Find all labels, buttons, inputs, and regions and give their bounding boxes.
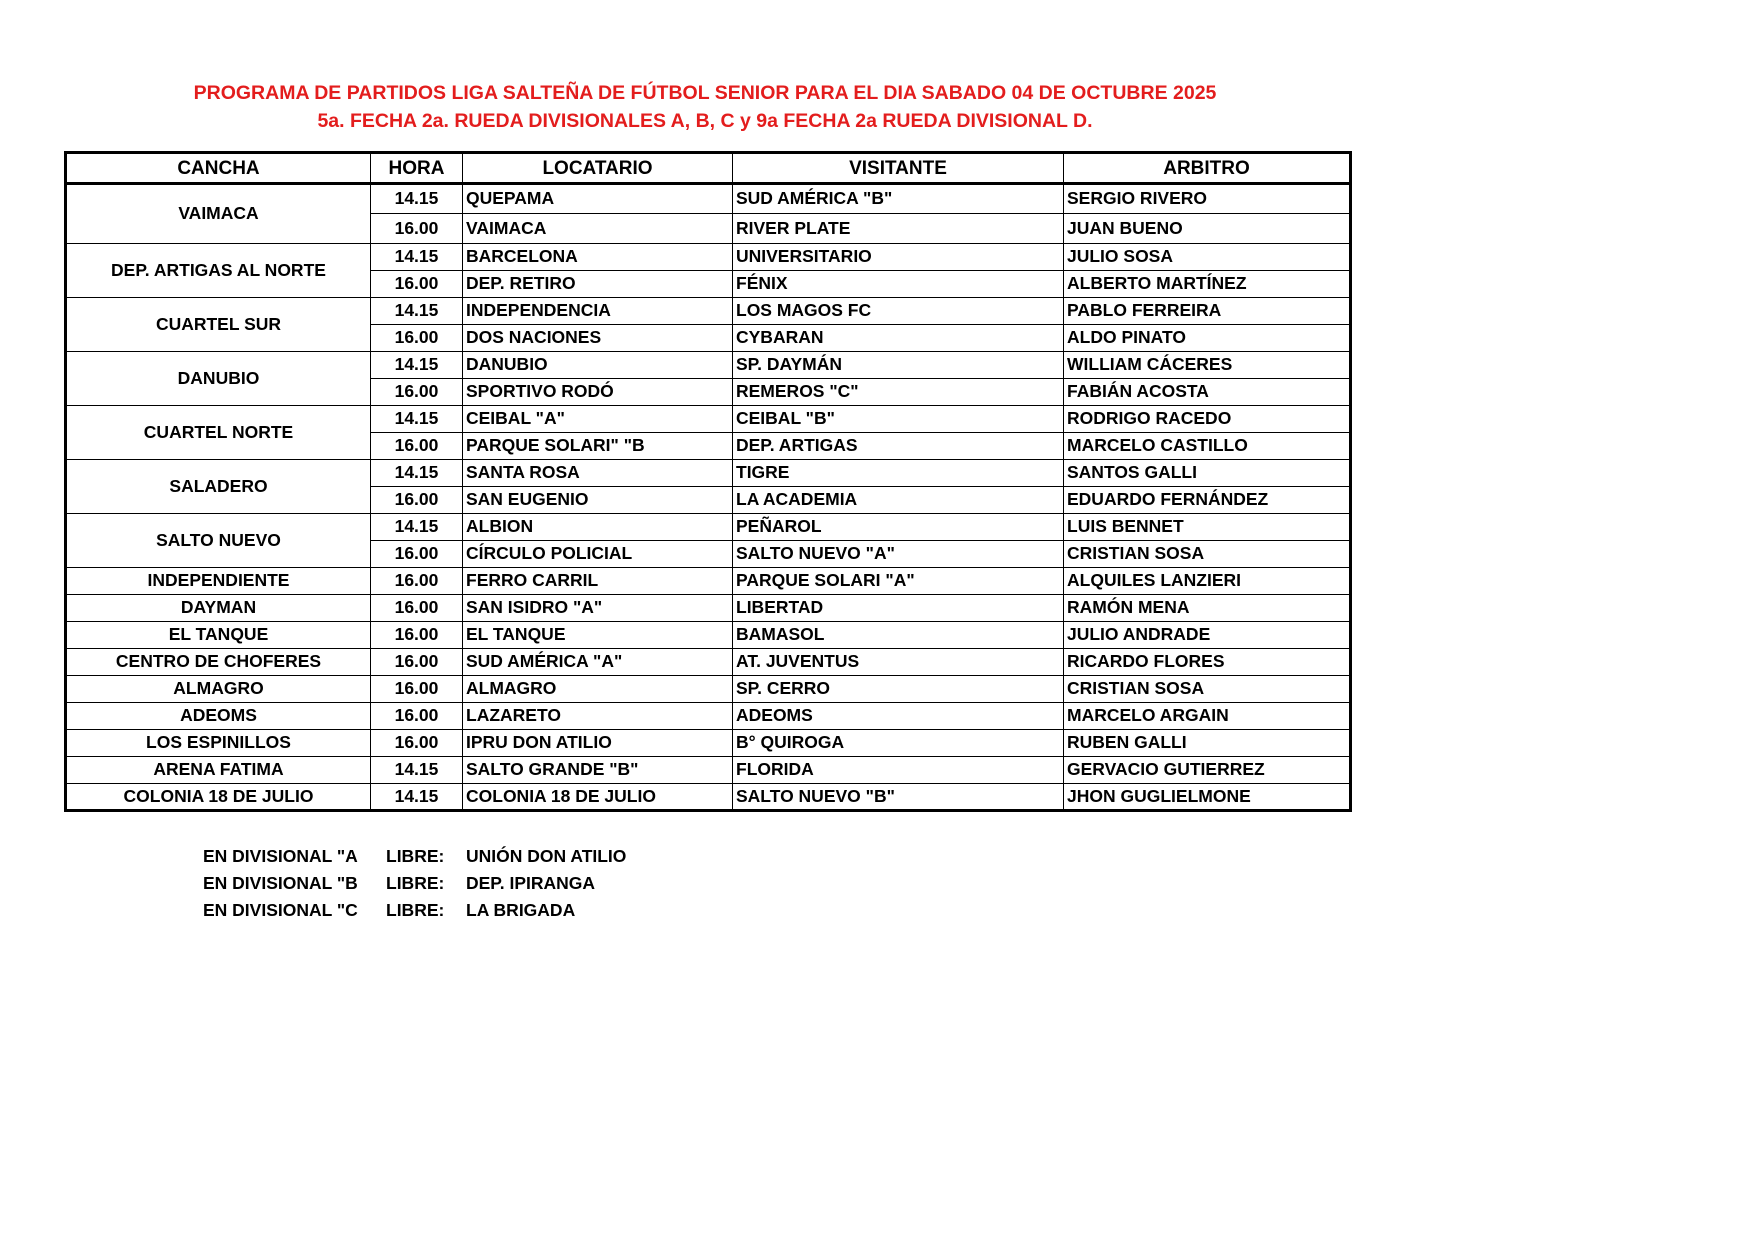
cell-hora: 14.15 <box>371 784 463 811</box>
cell-locatario: BARCELONA <box>463 244 733 271</box>
cell-arbitro: RAMÓN MENA <box>1064 595 1351 622</box>
cell-locatario: LAZARETO <box>463 703 733 730</box>
cell-cancha: ALMAGRO <box>66 676 371 703</box>
table-row <box>66 730 1351 757</box>
cell-arbitro: MARCELO ARGAIN <box>1064 703 1351 730</box>
cell-visitante: LA ACADEMIA <box>733 487 1064 514</box>
table-header-row <box>66 153 1351 184</box>
cell-hora: 16.00 <box>371 703 463 730</box>
cell-locatario: ALBION <box>463 514 733 541</box>
cell-arbitro: RICARDO FLORES <box>1064 649 1351 676</box>
cell-locatario: CEIBAL "A" <box>463 406 733 433</box>
cell-arbitro: RUBEN GALLI <box>1064 730 1351 757</box>
cell-visitante: DEP. ARTIGAS <box>733 433 1064 460</box>
cell-cancha: CUARTEL NORTE <box>66 406 371 460</box>
libre-team: DEP. IPIRANGA <box>466 873 596 893</box>
cell-locatario: SAN EUGENIO <box>463 487 733 514</box>
cell-locatario: SUD AMÉRICA "A" <box>463 649 733 676</box>
cell-hora: 16.00 <box>371 676 463 703</box>
cell-arbitro: WILLIAM CÁCERES <box>1064 352 1351 379</box>
cell-visitante: ADEOMS <box>733 703 1064 730</box>
libre-divisional: EN DIVISIONAL "A <box>203 846 358 866</box>
libre-label: LIBRE: <box>386 900 445 920</box>
table-row <box>66 514 1351 541</box>
table-row <box>66 622 1351 649</box>
cell-cancha: DEP. ARTIGAS AL NORTE <box>66 244 371 298</box>
cell-cancha: ADEOMS <box>66 703 371 730</box>
cell-locatario: SAN ISIDRO "A" <box>463 595 733 622</box>
cell-cancha: DANUBIO <box>66 352 371 406</box>
libre-team: LA BRIGADA <box>466 900 576 920</box>
cell-arbitro: SANTOS GALLI <box>1064 460 1351 487</box>
cell-cancha: LOS ESPINILLOS <box>66 730 371 757</box>
cell-arbitro: MARCELO CASTILLO <box>1064 433 1351 460</box>
cell-hora: 16.00 <box>371 541 463 568</box>
cell-hora: 14.15 <box>371 298 463 325</box>
cell-locatario: ALMAGRO <box>463 676 733 703</box>
table-row <box>66 406 1351 433</box>
cell-hora: 14.15 <box>371 352 463 379</box>
cell-arbitro: ALDO PINATO <box>1064 325 1351 352</box>
cell-cancha: SALTO NUEVO <box>66 514 371 568</box>
cell-visitante: CYBARAN <box>733 325 1064 352</box>
table-row <box>66 595 1351 622</box>
cell-cancha: DAYMAN <box>66 595 371 622</box>
cell-visitante: LIBERTAD <box>733 595 1064 622</box>
title-line-1: PROGRAMA DE PARTIDOS LIGA SALTEÑA DE FÚTBOL SENIOR PARA EL DIA SABADO 04 DE OCTUBRE 2025 <box>193 82 1217 104</box>
table-row <box>66 784 1351 811</box>
cell-locatario: DEP. RETIRO <box>463 271 733 298</box>
cell-hora: 14.15 <box>371 244 463 271</box>
cell-cancha: CUARTEL SUR <box>66 298 371 352</box>
cell-visitante: PARQUE SOLARI "A" <box>733 568 1064 595</box>
cell-arbitro: GERVACIO GUTIERREZ <box>1064 757 1351 784</box>
cell-locatario: VAIMACA <box>463 214 733 244</box>
table-row <box>66 703 1351 730</box>
cell-cancha: VAIMACA <box>66 184 371 244</box>
title-line-2: 5a. FECHA 2a. RUEDA DIVISIONALES A, B, C y 9a FECHA 2a RUEDA DIVISIONAL D. <box>317 110 1093 132</box>
cell-visitante: SUD AMÉRICA "B" <box>733 184 1064 214</box>
cell-visitante: SALTO NUEVO "B" <box>733 784 1064 811</box>
cell-cancha: SALADERO <box>66 460 371 514</box>
cell-locatario: DOS NACIONES <box>463 325 733 352</box>
cell-cancha: ARENA FATIMA <box>66 757 371 784</box>
cell-locatario: CÍRCULO POLICIAL <box>463 541 733 568</box>
column-header-visitante: VISITANTE <box>733 153 1064 184</box>
cell-arbitro: JHON GUGLIELMONE <box>1064 784 1351 811</box>
cell-locatario: SALTO GRANDE "B" <box>463 757 733 784</box>
table-row <box>66 352 1351 379</box>
cell-visitante: REMEROS "C" <box>733 379 1064 406</box>
cell-locatario: PARQUE SOLARI" "B <box>463 433 733 460</box>
cell-visitante: UNIVERSITARIO <box>733 244 1064 271</box>
column-header-cancha: CANCHA <box>66 153 371 184</box>
table-row <box>66 184 1351 214</box>
cell-hora: 14.15 <box>371 406 463 433</box>
table-row <box>66 244 1351 271</box>
cell-hora: 16.00 <box>371 433 463 460</box>
cell-hora: 16.00 <box>371 271 463 298</box>
cell-arbitro: EDUARDO FERNÁNDEZ <box>1064 487 1351 514</box>
cell-hora: 16.00 <box>371 214 463 244</box>
cell-locatario: SPORTIVO RODÓ <box>463 379 733 406</box>
libre-team: UNIÓN DON ATILIO <box>466 846 627 866</box>
cell-locatario: IPRU DON ATILIO <box>463 730 733 757</box>
cell-hora: 16.00 <box>371 568 463 595</box>
libre-label: LIBRE: <box>386 873 445 893</box>
table-row <box>66 298 1351 325</box>
table-row <box>66 676 1351 703</box>
cell-cancha: INDEPENDIENTE <box>66 568 371 595</box>
cell-visitante: LOS MAGOS FC <box>733 298 1064 325</box>
cell-arbitro: JUAN BUENO <box>1064 214 1351 244</box>
cell-locatario: SANTA ROSA <box>463 460 733 487</box>
cell-locatario: QUEPAMA <box>463 184 733 214</box>
cell-locatario: INDEPENDENCIA <box>463 298 733 325</box>
cell-visitante: TIGRE <box>733 460 1064 487</box>
libre-label: LIBRE: <box>386 846 445 866</box>
table-row <box>66 649 1351 676</box>
cell-visitante: FLORIDA <box>733 757 1064 784</box>
cell-hora: 16.00 <box>371 595 463 622</box>
cell-visitante: CEIBAL "B" <box>733 406 1064 433</box>
cell-hora: 14.15 <box>371 757 463 784</box>
cell-arbitro: FABIÁN ACOSTA <box>1064 379 1351 406</box>
libre-divisional: EN DIVISIONAL "B <box>203 873 358 893</box>
cell-arbitro: RODRIGO RACEDO <box>1064 406 1351 433</box>
cell-arbitro: ALQUILES LANZIERI <box>1064 568 1351 595</box>
column-header-hora: HORA <box>371 153 463 184</box>
cell-visitante: BAMASOL <box>733 622 1064 649</box>
cell-visitante: B° QUIROGA <box>733 730 1064 757</box>
cell-visitante: PEÑAROL <box>733 514 1064 541</box>
cell-hora: 16.00 <box>371 487 463 514</box>
cell-arbitro: LUIS BENNET <box>1064 514 1351 541</box>
cell-arbitro: SERGIO RIVERO <box>1064 184 1351 214</box>
column-header-locatario: LOCATARIO <box>463 153 733 184</box>
cell-hora: 16.00 <box>371 325 463 352</box>
cell-visitante: FÉNIX <box>733 271 1064 298</box>
cell-cancha: COLONIA 18 DE JULIO <box>66 784 371 811</box>
schedule-table <box>64 151 1352 812</box>
cell-cancha: CENTRO DE CHOFERES <box>66 649 371 676</box>
cell-locatario: COLONIA 18 DE JULIO <box>463 784 733 811</box>
cell-arbitro: JULIO SOSA <box>1064 244 1351 271</box>
cell-arbitro: CRISTIAN SOSA <box>1064 541 1351 568</box>
cell-hora: 14.15 <box>371 460 463 487</box>
table-row <box>66 460 1351 487</box>
cell-hora: 14.15 <box>371 514 463 541</box>
cell-cancha: EL TANQUE <box>66 622 371 649</box>
cell-arbitro: ALBERTO MARTÍNEZ <box>1064 271 1351 298</box>
table-row <box>66 757 1351 784</box>
cell-arbitro: JULIO ANDRADE <box>1064 622 1351 649</box>
cell-hora: 14.15 <box>371 184 463 214</box>
cell-hora: 16.00 <box>371 649 463 676</box>
cell-arbitro: CRISTIAN SOSA <box>1064 676 1351 703</box>
cell-locatario: FERRO CARRIL <box>463 568 733 595</box>
cell-visitante: AT. JUVENTUS <box>733 649 1064 676</box>
libre-divisional: EN DIVISIONAL "C <box>203 900 358 920</box>
cell-visitante: SALTO NUEVO "A" <box>733 541 1064 568</box>
cell-hora: 16.00 <box>371 622 463 649</box>
cell-hora: 16.00 <box>371 379 463 406</box>
cell-visitante: SP. DAYMÁN <box>733 352 1064 379</box>
cell-hora: 16.00 <box>371 730 463 757</box>
column-header-arbitro: ARBITRO <box>1064 153 1351 184</box>
cell-locatario: DANUBIO <box>463 352 733 379</box>
cell-locatario: EL TANQUE <box>463 622 733 649</box>
cell-visitante: RIVER PLATE <box>733 214 1064 244</box>
schedule-body <box>66 184 1351 811</box>
cell-arbitro: PABLO FERREIRA <box>1064 298 1351 325</box>
cell-visitante: SP. CERRO <box>733 676 1064 703</box>
table-row <box>66 568 1351 595</box>
